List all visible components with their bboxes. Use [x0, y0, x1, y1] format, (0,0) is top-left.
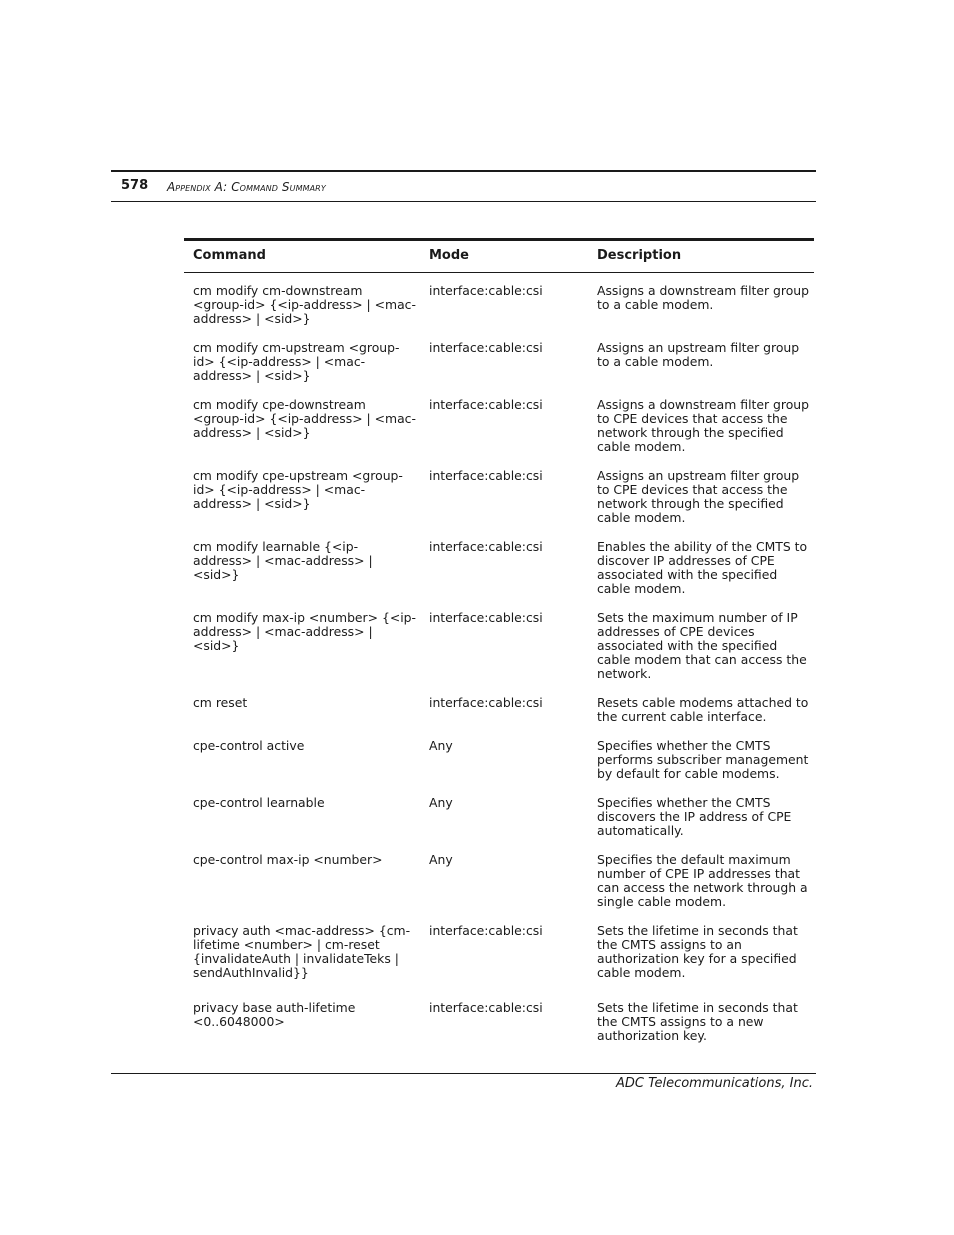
header-rule-bottom — [111, 201, 816, 202]
page-number: 578 — [121, 178, 149, 193]
footer-company: ADC Telecommunications, Inc. — [616, 1076, 813, 1091]
description-cell: Assigns an upstream filter group to CPE devices that access the network through the specified cable modem. — [597, 468, 800, 525]
command-cell: cm modify max-ip <number> {<ip-address> | <mac-address> | <sid>} — [193, 610, 417, 653]
description-cell: Sets the lifetime in seconds that the CMTS assigns to an authorization key for a specified cable modem. — [597, 923, 798, 980]
description-cell: Specifies the default maximum number of CPE IP addresses that can access the network through a single cable modem. — [597, 852, 808, 909]
header-rule-top — [111, 170, 816, 172]
table-row — [184, 681, 814, 724]
mode-cell: interface:cable:csi — [429, 397, 543, 412]
mode-cell: Any — [429, 738, 453, 753]
column-header-command: Command — [184, 240, 420, 273]
table-row — [184, 454, 814, 525]
table-header-row — [184, 240, 814, 273]
table-row — [184, 525, 814, 596]
running-head: Appendix A: Command Summary — [167, 180, 326, 194]
description-cell: Sets the lifetime in seconds that the CMTS assigns to a new authorization key. — [597, 1000, 798, 1043]
command-cell: cm modify cpe-upstream <group-id> {<ip-address> | <mac-address> | <sid>} — [193, 468, 403, 511]
mode-cell: interface:cable:csi — [429, 695, 543, 710]
command-cell: cpe-control active — [193, 738, 305, 753]
column-header-mode: Mode — [420, 240, 588, 273]
table-row — [184, 273, 814, 327]
command-cell: cpe-control learnable — [193, 795, 325, 810]
footer-rule — [111, 1073, 816, 1074]
mode-cell: interface:cable:csi — [429, 539, 543, 554]
description-cell: Assigns an upstream filter group to a cable modem. — [597, 340, 800, 369]
command-cell: cm modify learnable {<ip-address> | <mac-address> | <sid>} — [193, 539, 373, 582]
description-cell: Sets the maximum number of IP addresses of CPE devices associated with the specified cable modem that can access the network. — [597, 610, 807, 681]
mode-cell: interface:cable:csi — [429, 923, 543, 938]
table-row — [184, 326, 814, 383]
description-cell: Assigns a downstream filter group to a cable modem. — [597, 283, 810, 312]
table-row — [184, 838, 814, 909]
mode-cell: interface:cable:csi — [429, 468, 543, 483]
command-cell: cm modify cm-upstream <group-id> {<ip-address> | <mac-address> | <sid>} — [193, 340, 400, 383]
mode-cell: interface:cable:csi — [429, 610, 543, 625]
mode-cell: Any — [429, 795, 453, 810]
table-body — [184, 273, 814, 1044]
description-cell: Resets cable modems attached to the current cable interface. — [597, 695, 809, 724]
table-row — [184, 986, 814, 1043]
column-header-description: Description — [588, 240, 814, 273]
command-cell: cm reset — [193, 695, 248, 710]
table-row — [184, 724, 814, 781]
table-row — [184, 781, 814, 838]
mode-cell: Any — [429, 852, 453, 867]
command-cell: cm modify cm-downstream <group-id> {<ip-address> | <mac-address> | <sid>} — [193, 283, 416, 326]
command-cell: privacy auth <mac-address> {cm-lifetime <number> | cm-reset {invalidateAuth | invalidateTeks | sendAuthInvalid}} — [193, 923, 411, 980]
table-row — [184, 596, 814, 681]
table-row — [184, 383, 814, 454]
mode-cell: interface:cable:csi — [429, 340, 543, 355]
command-table — [184, 238, 814, 1043]
description-cell: Assigns a downstream filter group to CPE devices that access the network through the specified cable modem. — [597, 397, 810, 454]
mode-cell: interface:cable:csi — [429, 1000, 543, 1015]
command-cell: cm modify cpe-downstream <group-id> {<ip-address> | <mac-address> | <sid>} — [193, 397, 416, 440]
command-cell: privacy base auth-lifetime <0..6048000> — [193, 1000, 356, 1029]
description-cell: Specifies whether the CMTS discovers the IP address of CPE automatically. — [597, 795, 792, 838]
mode-cell: interface:cable:csi — [429, 283, 543, 298]
description-cell: Specifies whether the CMTS performs subscriber management by default for cable modems. — [597, 738, 809, 781]
description-cell: Enables the ability of the CMTS to discover IP addresses of CPE associated with the specified cable modem. — [597, 539, 808, 596]
table-row — [184, 909, 814, 986]
command-cell: cpe-control max-ip <number> — [193, 852, 383, 867]
